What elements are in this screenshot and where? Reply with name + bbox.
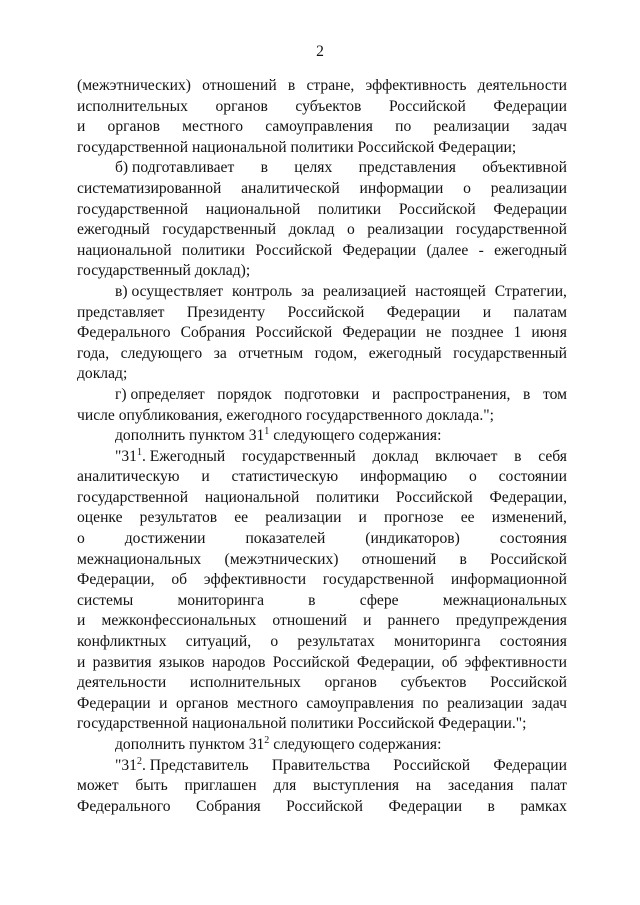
word: системы bbox=[77, 591, 134, 609]
word: межнациональных bbox=[77, 550, 202, 568]
word: субъектов bbox=[400, 674, 467, 692]
word: о bbox=[346, 221, 355, 239]
word: органов bbox=[324, 674, 377, 692]
word: результатов bbox=[139, 509, 218, 527]
word: местного bbox=[236, 694, 298, 712]
word: Федерации, bbox=[489, 488, 567, 506]
word-text: . Ежегодный bbox=[141, 447, 226, 465]
word: Российской bbox=[255, 324, 333, 342]
text-line bbox=[77, 776, 567, 797]
word: Российской bbox=[286, 797, 364, 815]
word: представляет bbox=[77, 303, 165, 321]
text-line bbox=[77, 591, 567, 612]
word: государственной национальной политики Российской Федерации."; bbox=[77, 715, 527, 733]
word: в bbox=[308, 591, 316, 609]
word: и bbox=[482, 303, 492, 321]
word: исполнительных bbox=[77, 97, 188, 115]
word: национальной bbox=[77, 241, 172, 259]
word: эффективности bbox=[464, 653, 567, 671]
word: аналитической bbox=[241, 179, 340, 197]
word-text: "31 bbox=[115, 447, 137, 465]
word: стране, bbox=[306, 77, 355, 94]
word: ситуаций, bbox=[185, 633, 252, 651]
word: следующего bbox=[120, 344, 203, 362]
word: реализации bbox=[490, 179, 567, 197]
word: по bbox=[422, 694, 439, 712]
word: государственный bbox=[453, 344, 567, 362]
word: рамках bbox=[520, 797, 567, 815]
word: об bbox=[441, 653, 458, 671]
text-line bbox=[77, 220, 567, 241]
text-line bbox=[77, 508, 567, 529]
word: отношений bbox=[202, 77, 277, 94]
word: том bbox=[542, 385, 567, 403]
word: в bbox=[487, 797, 495, 815]
word: государственной bbox=[77, 200, 189, 218]
word: Стратегии, bbox=[494, 282, 567, 300]
word: в bbox=[523, 385, 531, 403]
word: себя bbox=[538, 447, 567, 465]
word: и bbox=[201, 468, 210, 486]
text-line bbox=[77, 756, 567, 777]
word: систематизированной bbox=[77, 179, 222, 197]
word: реализацией bbox=[323, 282, 407, 300]
text-line bbox=[77, 673, 567, 694]
word: палат bbox=[530, 777, 567, 795]
word: (межэтнических) bbox=[77, 77, 191, 94]
word: конфликтных bbox=[77, 633, 167, 651]
word: межнациональных bbox=[442, 591, 567, 609]
word: Российской bbox=[255, 241, 333, 259]
word: для bbox=[273, 777, 297, 795]
word: целях bbox=[294, 159, 333, 177]
word: года, bbox=[77, 344, 110, 362]
word: реализации bbox=[433, 118, 510, 136]
word: ее bbox=[460, 509, 475, 527]
text-line bbox=[77, 97, 567, 118]
word: достижении bbox=[124, 530, 206, 548]
word: быть bbox=[135, 777, 168, 795]
text-line bbox=[77, 467, 567, 488]
word: настоящей bbox=[415, 282, 486, 300]
word: Федерации, bbox=[356, 653, 435, 671]
text-line bbox=[77, 241, 567, 262]
word: самоуправления bbox=[265, 118, 373, 136]
word: ежегодный bbox=[494, 241, 567, 259]
word: отношений bbox=[272, 612, 347, 630]
word: органов bbox=[215, 97, 268, 115]
word: числе опубликования, ежегодного государственного доклада."; bbox=[77, 406, 494, 424]
word: объективной bbox=[482, 159, 567, 177]
superscript: 1 bbox=[264, 426, 270, 438]
word: изменений, bbox=[491, 509, 567, 527]
word: Президенту bbox=[186, 303, 266, 321]
word: позднее bbox=[451, 324, 504, 342]
word: Федерального bbox=[77, 797, 171, 815]
text-line bbox=[77, 179, 567, 200]
word: годом, bbox=[314, 344, 358, 362]
word: может bbox=[77, 777, 119, 795]
word-text: следующего содержания: bbox=[269, 736, 442, 753]
word bbox=[115, 735, 441, 756]
superscript: 2 bbox=[136, 755, 142, 767]
word: субъектов bbox=[295, 97, 362, 115]
word: политики bbox=[318, 200, 382, 218]
word: ежегодный bbox=[368, 344, 442, 362]
word: в bbox=[287, 77, 296, 94]
word: Федерации bbox=[386, 303, 461, 321]
document-body bbox=[77, 76, 567, 817]
word: Правительства bbox=[271, 756, 371, 774]
word: языков bbox=[158, 653, 205, 671]
word: исполнительных bbox=[189, 674, 301, 692]
word: национальной bbox=[204, 488, 300, 506]
word: мониторинга bbox=[177, 591, 265, 609]
word: государственный bbox=[241, 447, 356, 465]
text-line bbox=[77, 611, 567, 632]
word: межконфессиональных bbox=[101, 612, 257, 630]
word: представления bbox=[358, 159, 456, 177]
text-line bbox=[77, 364, 567, 385]
word: реализации bbox=[265, 509, 342, 527]
word: предупреждения bbox=[455, 612, 567, 630]
word bbox=[115, 426, 441, 447]
word: (индикаторов) bbox=[365, 530, 460, 548]
text-line bbox=[77, 261, 567, 282]
word: государственной bbox=[77, 488, 189, 506]
word: прогнозе bbox=[384, 509, 444, 527]
word: Федерации bbox=[388, 797, 463, 815]
word: Федерации bbox=[493, 756, 567, 774]
word: июня bbox=[531, 324, 567, 342]
text-line bbox=[77, 117, 567, 138]
word: о bbox=[270, 633, 279, 651]
word: палатам bbox=[513, 303, 567, 321]
word: государственный bbox=[162, 221, 277, 239]
word: порядок bbox=[217, 385, 272, 403]
word: и bbox=[159, 694, 168, 712]
word bbox=[115, 756, 249, 777]
word: выступления bbox=[313, 777, 400, 795]
word: и bbox=[77, 612, 86, 630]
word: Российской bbox=[490, 674, 567, 692]
word: реализации bbox=[367, 221, 444, 239]
text-line bbox=[77, 570, 567, 591]
page-number: 2 bbox=[316, 43, 324, 60]
word: Российской bbox=[388, 97, 466, 115]
word: Федерации bbox=[342, 324, 416, 342]
word: Собрания bbox=[180, 324, 246, 342]
text-line bbox=[77, 426, 567, 447]
word: в bbox=[514, 447, 522, 465]
word: Федерации bbox=[493, 200, 567, 218]
word: (далее bbox=[426, 241, 469, 259]
word: реализации bbox=[447, 694, 524, 712]
text-line bbox=[77, 282, 567, 303]
word: Федерации bbox=[493, 97, 567, 115]
word: органов bbox=[175, 694, 229, 712]
word: распространения, bbox=[392, 385, 511, 403]
word: Собрания bbox=[196, 797, 261, 815]
word: состояния bbox=[499, 530, 567, 548]
word: о bbox=[463, 179, 471, 197]
word: отношений bbox=[361, 550, 437, 568]
word-text: "31 bbox=[115, 756, 137, 774]
word: Федерации bbox=[342, 241, 417, 259]
word: самоуправления bbox=[306, 694, 414, 712]
word: и bbox=[358, 509, 367, 527]
text-line bbox=[77, 323, 567, 344]
word: государственной bbox=[455, 221, 567, 239]
word: и bbox=[77, 118, 86, 136]
text-line bbox=[77, 694, 567, 715]
text-line bbox=[77, 344, 567, 365]
word-text: дополнить пунктом 31 bbox=[115, 736, 265, 753]
word: Российской bbox=[287, 303, 365, 321]
text-line bbox=[77, 76, 567, 97]
word: о bbox=[77, 530, 85, 548]
word: политики bbox=[316, 488, 380, 506]
word: эффективность bbox=[365, 77, 467, 94]
word: в bbox=[260, 159, 268, 177]
word: государственной bbox=[322, 571, 435, 589]
word: за bbox=[301, 282, 315, 300]
word: результатах bbox=[297, 633, 375, 651]
word: по bbox=[395, 118, 412, 136]
text-line bbox=[77, 797, 567, 818]
word: Федерации, bbox=[77, 571, 155, 589]
word: в) осуществляет bbox=[115, 282, 224, 300]
text-line bbox=[77, 385, 567, 406]
word: деятельности bbox=[477, 77, 567, 94]
word: включает bbox=[435, 447, 498, 465]
word: 1 bbox=[513, 324, 522, 342]
text-line bbox=[77, 550, 567, 571]
word: ее bbox=[234, 509, 249, 527]
word: статистическую bbox=[231, 468, 339, 486]
text-line bbox=[77, 200, 567, 221]
word: показателей bbox=[245, 530, 326, 548]
text-line bbox=[77, 406, 567, 427]
word: сфере bbox=[359, 591, 399, 609]
text-line bbox=[77, 632, 567, 653]
text-line bbox=[77, 158, 567, 179]
word: отчетным bbox=[238, 344, 304, 362]
word-text: следующего содержания: bbox=[269, 427, 442, 445]
word: заседания bbox=[447, 777, 514, 795]
text-line bbox=[77, 714, 567, 735]
word: приглашен bbox=[184, 777, 257, 795]
word: Федерации bbox=[77, 694, 151, 712]
word: состоянии bbox=[498, 468, 567, 486]
superscript: 1 bbox=[136, 446, 142, 458]
text-line bbox=[77, 138, 567, 159]
word: информационной bbox=[450, 571, 567, 589]
word: народов bbox=[211, 653, 266, 671]
word: мониторинга bbox=[393, 633, 481, 651]
word-text: дополнить пунктом 31 bbox=[115, 427, 265, 445]
word: - bbox=[478, 241, 484, 259]
text-line bbox=[77, 447, 567, 468]
word bbox=[115, 447, 225, 468]
word: подготовки bbox=[284, 385, 360, 403]
word: местного bbox=[182, 118, 244, 136]
word: Российской bbox=[272, 653, 350, 671]
word: Федерального bbox=[77, 324, 171, 342]
word: аналитическую bbox=[77, 468, 180, 486]
word: раннего bbox=[387, 612, 440, 630]
word: доклад bbox=[372, 447, 419, 465]
word: национальной bbox=[205, 200, 301, 218]
word: б) подготавливает bbox=[115, 159, 235, 177]
word: Российской bbox=[490, 550, 567, 568]
text-line bbox=[77, 303, 567, 324]
word: за bbox=[213, 344, 227, 362]
word: Российской bbox=[393, 756, 471, 774]
word: не bbox=[426, 324, 442, 342]
word: государственный доклад); bbox=[77, 262, 251, 280]
text-line bbox=[77, 529, 567, 550]
word: оценке bbox=[77, 509, 123, 527]
word: (межэтнических) bbox=[224, 550, 339, 568]
word: деятельности bbox=[77, 674, 167, 692]
text-line bbox=[77, 488, 567, 509]
word: о bbox=[468, 468, 477, 486]
word-text: . Представитель bbox=[141, 756, 249, 774]
word: информацию bbox=[359, 468, 448, 486]
word: на bbox=[415, 777, 432, 795]
word: информации bbox=[359, 179, 444, 197]
word: ежегодный bbox=[77, 221, 150, 239]
text-line bbox=[77, 653, 567, 674]
word: состояния bbox=[499, 633, 567, 651]
word: Российской bbox=[395, 488, 473, 506]
word: и bbox=[363, 612, 372, 630]
word: развития bbox=[92, 653, 152, 671]
text-line bbox=[77, 735, 567, 756]
word: органов bbox=[107, 118, 160, 136]
word: и bbox=[77, 653, 86, 671]
word: в bbox=[459, 550, 467, 568]
superscript: 2 bbox=[264, 735, 270, 746]
word: г) определяет bbox=[115, 385, 205, 403]
word: государственной национальной политики Российской Федерации; bbox=[77, 138, 517, 156]
word: Российской bbox=[398, 200, 476, 218]
word: контроль bbox=[231, 282, 293, 300]
word: и bbox=[371, 385, 381, 403]
word: об bbox=[171, 571, 188, 589]
word: доклад; bbox=[77, 365, 128, 383]
word: доклад bbox=[288, 221, 335, 239]
word: политики bbox=[181, 241, 246, 259]
word: задач bbox=[531, 118, 567, 136]
word: эффективности bbox=[203, 571, 307, 589]
word: задач bbox=[531, 694, 567, 712]
